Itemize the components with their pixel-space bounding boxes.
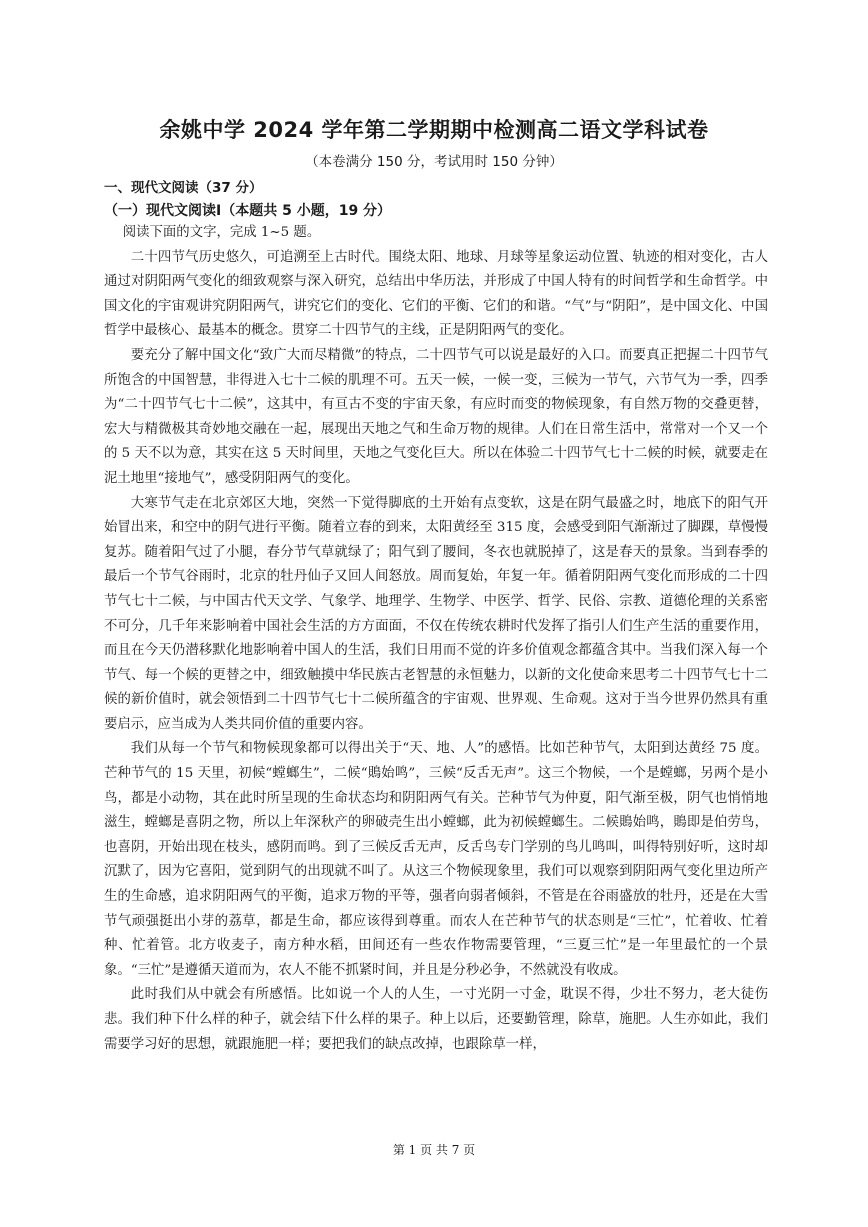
subsection-heading: （一）现代文阅读Ⅰ（本题共 5 小题，19 分） — [104, 203, 392, 219]
paragraph: 要充分了解中国文化“致广大而尽精微”的特点，二十四节气可以说是最好的入口。而要真正把握二十四节气所饱含的中国智慧，非得进入七十二候的肌理不可。五天一候，一候一变，三候为一节气，六节气为一季，四季为“二十四节气七十二候”，这其中，有亘古不变的宇宙天象，有应时而变的物候现象，有自然万物的交叠更替，宏大与精微极其奇妙地交融在一起，展现出天地之气和生命万物的规律。人们在日常生活中，常常对一个又一个的 5 天不以为意，其实在这 5 天时间里，天地之气变化巨大。所以在体验二十四节气七十二候的时候，就要走在泥土地里“接地气”，感受阴阳两气的变化。 — [104, 347, 768, 486]
instruction-text: 阅读下面的文字，完成 1~5 题。 — [122, 225, 321, 240]
paragraph: 我们从每一个节气和物候现象都可以得出关于“天、地、人”的感悟。比如芒种节气，太阳到达黄经 75 度。芒种节气的 15 天里，初候“螳螂生”，二候“鵙始鸣”，三候“反舌无声”。这三个物候，一个是螳螂，另两个是小鸟，都是小动物，其在此时所呈现的生命状态均和阴阳两气有关。芒种节气为仲夏，阳气渐至极，阴气也悄悄地滋生，螳螂是喜阴之物，所以上年深秋产的卵破壳生出小螳螂，此为初候螳螂生。二候鵙始鸣，鵙即是伯劳鸟，也喜阴，开始出现在枝头，感阴而鸣。到了三候反舌无声，反舌鸟专门学别的鸟儿鸣叫，叫得特别好听，这时却沉默了，因为它喜阳，觉到阴气的出现就不叫了。从这三个物候现象里，我们可以观察到阴阳两气变化里边所产生的生命感，追求阴阳两气的平衡，追求万物的平等，强者向弱者倾斜，不管是在谷雨盛放的牡丹，还是在大雪节气顽强挺出小芽的荔草，都是生命，都应该得到尊重。而农人在芒种节气的状态则是“三忙”，忙着收、忙着种、忙着管。北方收麦子，南方种水稻，田间还有一些农作物需要管理，“三夏三忙”是一年里最忙的一个景象。“三忙”是遵循天道而为，农人不能不抓紧时间，并且是分秒必争，不然就没有收成。 — [104, 741, 768, 978]
paragraph: 二十四节气历史悠久，可追溯至上古时代。围绕太阳、地球、月球等星象运动位置、轨迹的相对变化，古人通过对阴阳两气变化的细致观察与深入研究，总结出中华历法，并形成了中国人特有的时间哲学和生命哲学。中国文化的宇宙观讲究阴阳两气，讲究它们的变化、它们的平衡、它们的和谐。“气”与“阴阳”，是中国文化、中国哲学中最核心、最基本的概念。贯穿二十四节气的主线，正是阴阳两气的变化。 — [104, 249, 768, 339]
section-heading: 一、现代文阅读（37 分） — [104, 180, 263, 196]
page-footer: 第 1 页 共 7 页 — [392, 1143, 476, 1157]
exam-subtitle: （本卷满分 150 分，考试用时 150 分钟） — [305, 154, 563, 170]
reading-passage — [104, 221, 768, 1057]
paragraph: 大寒节气走在北京郊区大地，突然一下觉得脚底的土开始有点变软，这是在阴气最盛之时，地底下的阳气开始冒出来，和空中的阴气进行平衡。随着立春的到来，太阳黄经至 315 度，会感受到阳气渐渐过了脚踝，草慢慢复苏。随着阳气过了小腿，春分节气草就绿了；阳气到了腰间，冬衣也就脱掉了，这是春天的景象。当到春季的最后一个节气谷雨时，北京的牡丹仙子又回人间怒放。周而复始，年复一年。循着阴阳两气变化而形成的二十四节气七十二候，与中国古代天文学、气象学、地理学、生物学、中医学、哲学、民俗、宗教、道德伦理的关系密不可分，几千年来影响着中国社会生活的方方面面，不仅在传统农耕时代发挥了指引人们生产生活的重要作用，而且在今天仍潜移默化地影响着中国人的生活，我们日用而不觉的许多价值观念都蕴含其中。当我们深入每一个节气、每一个候的更替之中，细致触摸中华民族古老智慧的永恒魅力，以新的文化使命来思考二十四节气七十二候的新价值时，就会领悟到二十四节气七十二候所蕴含的宇宙观、世界观、生命观。这对于当今世界仍然具有重要启示，应当成为人类共同价值的重要内容。 — [104, 495, 768, 732]
exam-title: 余姚中学 2024 学年第二学期期中检测高二语文学科试卷 — [159, 118, 709, 142]
paragraph: 此时我们从中就会有所感悟。比如说一个人的人生，一寸光阴一寸金，耽误不得，少壮不努力，老大徒伤悲。我们种下什么样的种子，就会结下什么样的果子。种上以后，还要勤管理，除草，施肥。人生亦如此，我们需要学习好的思想，就跟施肥一样；要把我们的缺点改掉，也跟除草一样， — [104, 987, 768, 1052]
